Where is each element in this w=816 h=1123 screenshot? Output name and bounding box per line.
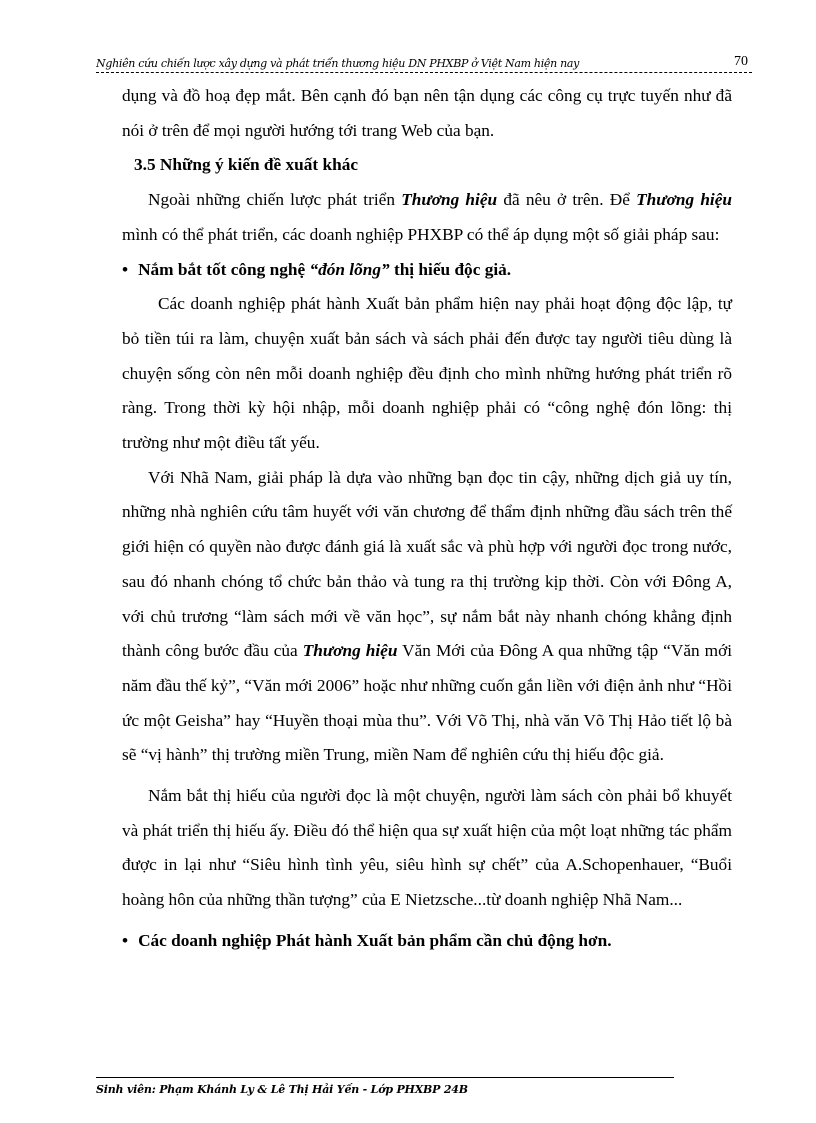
paragraph-continuation: dụng và đồ hoạ đẹp mắt. Bên cạnh đó bạn nên tận dụng các công cụ trực tuyến như đã nói ở trên để mọi người hướng tới trang Web của bạn. xyxy=(122,86,732,140)
bullet-icon: • xyxy=(122,259,129,279)
bullet-item-1: • Nắm bắt tốt công nghệ “đón lõng” thị hiếu độc giả. xyxy=(122,253,732,288)
brand-term: Thương hiệu xyxy=(302,641,398,661)
paragraph-intro: Ngoài những chiến lược phát triển Thương hiệu đã nêu ở trên. Để Thương hiệu mình có thể phát triển, các doanh nghiệp PHXBP có thể áp dụng một số giải pháp sau: xyxy=(122,190,733,244)
running-header: Nghiên cứu chiến lược xây dựng và phát triển thương hiệu DN PHXBP ở Việt Nam hiện nay xyxy=(96,57,580,70)
running-footer: Sinh viên: Phạm Khánh Ly & Lê Thị Hải Yến - Lớp PHXBP 24B xyxy=(96,1083,468,1096)
bullet-icon: • xyxy=(122,930,129,950)
paragraph-taste: Nắm bắt thị hiếu của người đọc là một chuyện, người làm sách còn phải bổ khuyết và phát triển thị hiếu ấy. Điều đó thể hiện qua sự xuất hiện của một loạt những tác phẩm được in lại như “Siêu hình tình yêu, siêu hình sự chết” của A.Schopenhauer, “Buổi hoàng hôn của những thần tượng” của E Nietzsche...từ doanh nghiệp Nhã Nam... xyxy=(122,786,732,910)
brand-term: Thương hiệu xyxy=(636,190,733,210)
header-divider xyxy=(96,72,752,73)
page-number: 70 xyxy=(734,54,748,69)
paragraph-examples: Với Nhã Nam, giải pháp là dựa vào những bạn đọc tin cậy, những dịch giả uy tín, những nhà nghiên cứu tâm huyết với văn chương để thẩm định những đầu sách trên thế giới hiện có quyền nào được đánh giá là xuất sắc và phù hợp với người đọc trong nước, sau đó nhanh chóng tổ chức bản thảo và tung ra thị trường kịp thời. Còn với Đông A, với chủ trương “làm sách mới về văn học”, sự nắm bắt này nhanh chóng khẳng định thành công bước đầu của Thương hiệu Văn Mới của Đông A qua những tập “Văn mới năm đầu thế kỷ”, “Văn mới 2006” hoặc như những cuốn gắn liền với điện ảnh như “Hồi ức một Geisha” hay “Huyền thoại mùa thu”. Với Võ Thị, nhà văn Võ Thị Hảo tiết lộ bà sẽ “vị hành” thị trường miền Trung, miền Nam để nghiên cứu thị hiếu độc giả. xyxy=(122,467,733,765)
section-heading: 3.5 Những ý kiến đề xuất khác xyxy=(134,155,359,175)
body-text xyxy=(122,79,732,959)
footer-divider xyxy=(96,1077,674,1078)
brand-term: Thương hiệu xyxy=(401,190,498,210)
bullet-item-2: • Các doanh nghiệp Phát hành Xuất bản phẩm cần chủ động hơn. xyxy=(122,924,732,959)
paragraph-publishers: Các doanh nghiệp phát hành Xuất bản phẩm hiện nay phải hoạt động độc lập, tự bỏ tiền túi ra làm, chuyện xuất bản sách và sách phải đến được tay người tiêu dùng là chuyện sống còn nên mỗi doanh nghiệp đều định cho mình những hướng phát triển rõ ràng. Trong thời kỳ hội nhập, mỗi doanh nghiệp phải có “công nghệ đón lõng: thị trường như một điều tất yếu. xyxy=(122,294,732,453)
